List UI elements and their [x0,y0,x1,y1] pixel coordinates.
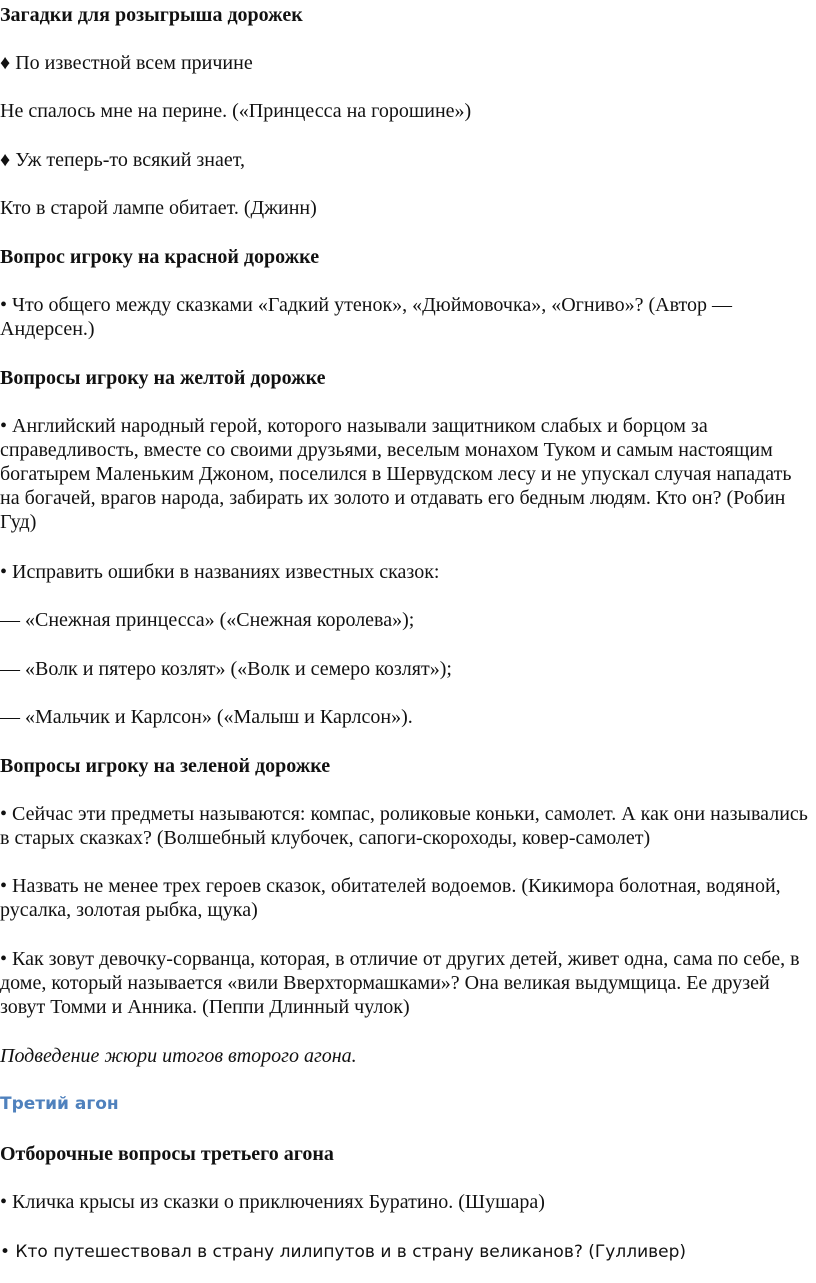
yellow-question-2-item-b: — «Волк и пятеро козлят» («Волк и семеро козлят»); [0,658,452,680]
riddle-1-line-1: ♦ По известной всем причине [0,52,253,74]
riddle-2-line-1: ♦ Уж теперь-то всякий знает, [0,149,245,171]
green-question-1: • Сейчас эти предметы называются: компас, роликовые коньки, самолет. А как они назывались в старых сказках? (Волшебный клубочек, сапоги-скороходы, ковер-самолет) [0,803,808,849]
third-question-2: • Кто путешествовал в страну лилипутов и в страну великанов? (Гулливер) [0,1242,687,1262]
jury-note: Подведение жюри итогов второго агона. [0,1045,357,1067]
heading-yellow-track: Вопросы игроку на желтой дорожке [0,367,326,389]
yellow-question-2: • Исправить ошибки в названиях известных сказок: [0,561,440,583]
section-third-agon: Третий агон [0,1094,119,1114]
yellow-question-1: • Английский народный герой, которого называли защитником слабых и борцом за справедливость, вместе со своими друзьями, веселым монахом Туком и самым настоящим богатырем Маленьким Джоном, поселился в Шервудском лесу и не упускал случая нападать на богачей, врагов народа, забирать их золото и отдавать его бедным людям. Кто он? (Робин Гуд) [0,415,792,533]
riddle-2-line-2: Кто в старой лампе обитает. (Джинн) [0,197,317,219]
heading-third-selection: Отборочные вопросы третьего агона [0,1143,334,1165]
green-question-2: • Назвать не менее трех героев сказок, обитателей водоемов. (Кикимора болотная, водяной, русалка, золотая рыбка, щука) [0,875,781,921]
riddle-1-line-2: Не спалось мне на перине. («Принцесса на горошине») [0,100,472,122]
red-question-1: • Что общего между сказками «Гадкий утенок», «Дюймовочка», «Огниво»? (Автор — Андерсен.) [0,294,733,340]
heading-red-track: Вопрос игроку на красной дорожке [0,246,320,268]
heading-green-track: Вопросы игроку на зеленой дорожке [0,755,331,777]
third-question-1: • Кличка крысы из сказки о приключениях Буратино. (Шушара) [0,1191,545,1213]
heading-riddles: Загадки для розыгрыша дорожек [0,4,303,26]
yellow-question-2-item-a: — «Снежная принцесса» («Снежная королева»); [0,609,415,631]
green-question-3: • Как зовут девочку-сорванца, которая, в отличие от других детей, живет одна, сама по себе, в доме, который называется «вили Вверхтормашками»? Она великая выдумщица. Ее друзей зовут Томми и Анника. (Пеппи Длинный чулок) [0,948,800,1018]
yellow-question-2-item-c: — «Мальчик и Карлсон» («Малыш и Карлсон»). [0,706,413,728]
